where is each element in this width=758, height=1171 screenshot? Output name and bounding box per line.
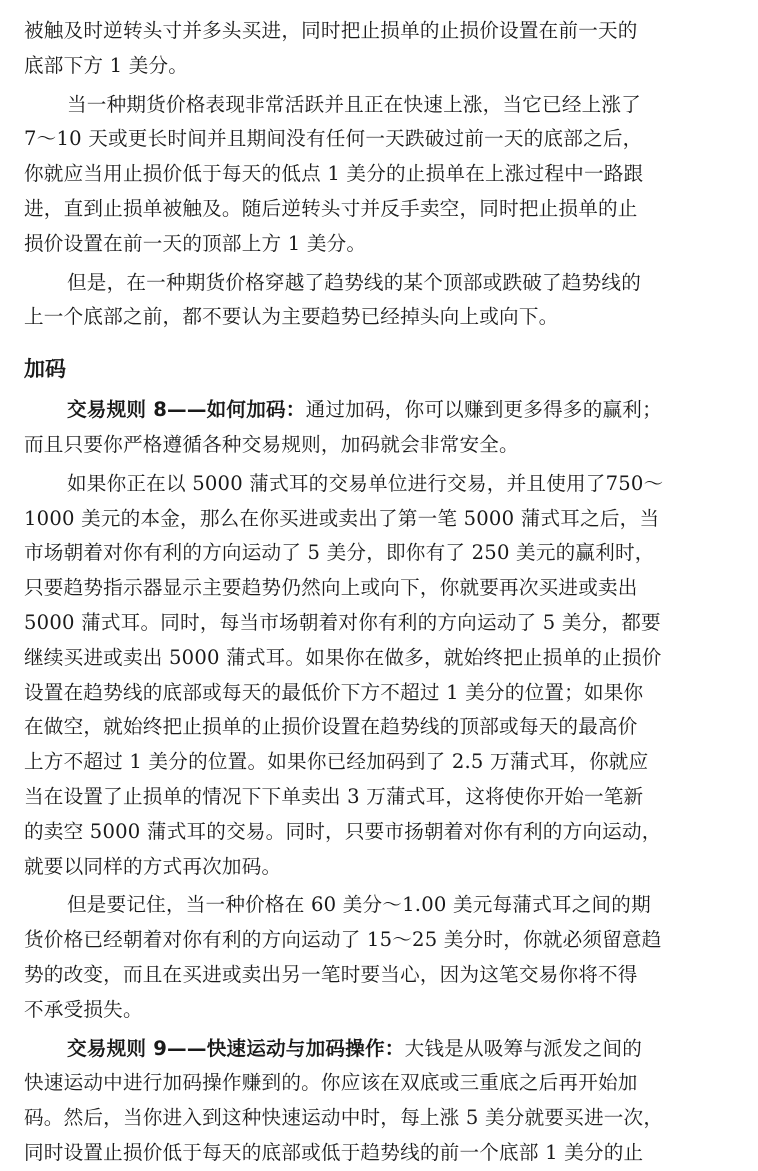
paragraph-rule-9 [24,1032,744,1171]
text-line [24,1032,744,1067]
text-line: 就要以同样的方式再次加码。 [24,854,282,878]
text-line: 市场朝着对你有利的方向运动了 5 美分，即你有了 250 美元的赢利时， [24,541,655,565]
text-line: 底部下方 1 美分。 [24,53,189,77]
paragraph-pyramiding-example [24,467,744,885]
text-line: 而且只要你严格遵循各种交易规则，加码就会非常安全。 [24,432,519,456]
text-line: 货价格已经朝着对你有利的方向运动了 15～25 美分时，你就必须留意趋 [24,928,662,952]
rule-text: 通过加码，你可以赚到更多得多的赢利； [305,398,662,422]
section-heading: 加码 [24,357,66,382]
rule-text: 大钱是从吸筹与派发之间的 [404,1036,643,1060]
text-line: 设置在趋势线的底部或每天的最低价下方不超过 1 美分的位置；如果你 [24,680,644,704]
rule-title: 交易规则 8——如何加码： [67,398,306,422]
text-line: 在做空，就始终把止损单的止损价设置在趋势线的顶部或每天的最高价 [24,715,638,739]
text-line: 上方不超过 1 美分的位置。如果你已经加码到了 2.5 万蒲式耳，你就应 [24,750,649,774]
text-line: 5000 蒲式耳。同时，每当市场朝着对你有利的方向运动了 5 美分，都要 [24,610,661,634]
text-line: 你就应当用止损价低于每天的低点 1 美分的止损单在上涨过程中一路跟 [24,162,644,186]
rule-title: 交易规则 9——快速运动与加码操作： [67,1036,405,1060]
paragraph-stop-loss-reversal [24,14,744,84]
text-line: 当一种期货价格表现非常活跃并且正在快速上涨，当它已经上涨了 [67,92,642,116]
text-line: 上一个底部之前，都不要认为主要趋势已经掉头向上或向下。 [24,305,559,329]
text-line: 的卖空 5000 蒲式耳的交易。同时，只要市扬朝着对你有利的方向运动， [24,819,662,843]
paragraph-active-market [24,88,744,262]
paragraph-trend-change [24,266,744,336]
text-line: 同时设置止损价低于每天的底部或低于趋势线的前一个底部 1 美分的止 [24,1140,644,1164]
text-line: 不承受损失。 [24,997,143,1021]
text-line: 快速运动中进行加码操作赚到的。你应该在双底或三重底之后再开始加 [24,1071,638,1095]
paragraph-trend-warning [24,888,744,1027]
text-line: 损价设置在前一天的顶部上方 1 美分。 [24,231,367,255]
text-line: 继续买进或卖出 5000 蒲式耳。如果你在做多，就始终把止损单的止损价 [24,645,662,669]
text-line: 如果你正在以 5000 蒲式耳的交易单位进行交易，并且使用了750～ [67,471,664,495]
text-line: 只要趋势指示器显示主要趋势仍然向上或向下，你就要再次买进或卖出 [24,576,638,600]
text-line: 但是，在一种期货价格穿越了趋势线的某个顶部或跌破了趋势线的 [67,270,642,294]
text-line: 7～10 天或更长时间并且期间没有任何一天跌破过前一天的底部之后， [24,127,643,151]
text-line: 势的改变，而且在买进或卖出另一笔时要当心，因为这笔交易你将不得 [24,962,638,986]
text-line: 但是要记住，当一种价格在 60 美分～1.00 美元每蒲式耳之间的期 [67,893,651,917]
text-line: 进，直到止损单被触及。随后逆转头寸并反手卖空，同时把止损单的止 [24,196,638,220]
text-line: 当在设置了止损单的情况下下单卖出 3 万蒲式耳，这将使你开始一笔新 [24,784,644,808]
text-line [24,393,744,428]
text-line: 被触及时逆转头寸并多头买进，同时把止损单的止损价设置在前一天的 [24,19,638,42]
text-line: 1000 美元的本金，那么在你买进或卖出了第一笔 5000 蒲式耳之后，当 [24,506,660,530]
paragraph-rule-8 [24,393,744,463]
text-line: 码。然后，当你进入到这种快速运动中时，每上涨 5 美分就要买进一次， [24,1106,664,1130]
